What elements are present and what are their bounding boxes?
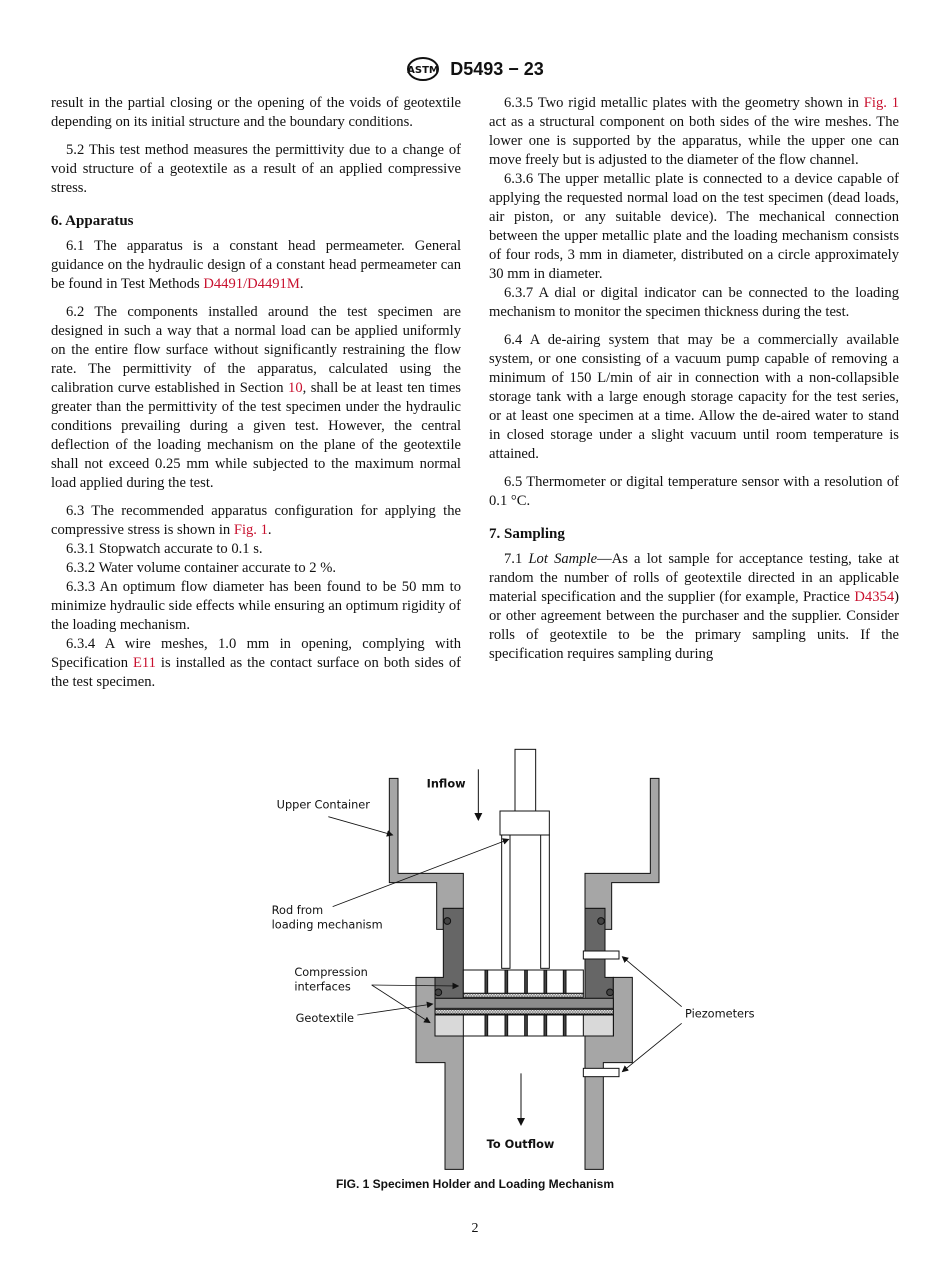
loading-shaft (515, 749, 536, 811)
piezometer-tube (583, 1068, 619, 1076)
label-geotextile: Geotextile (295, 1011, 354, 1025)
link-fig-1[interactable]: Fig. 1 (233, 522, 268, 538)
loading-cap (500, 811, 549, 835)
label-rod-line2: loading mechanism (271, 917, 383, 932)
paragraph-7-1: 7.1 Lot Sample—As a lot sample for acceptance testing, take at random the number of rolls of geotextile directed in an applicable material specification and the supplier (for example, Practice D4354) or other agreement between the purchaser and the supplier. Consider rolls of geotextile to be the primary sampling units. If the specification requires sampling during (489, 551, 900, 662)
section-heading-apparatus: 6. Apparatus (51, 213, 134, 229)
page-number: 2 (471, 1221, 479, 1236)
label-upper-container: Upper Container (276, 797, 370, 812)
label-piezometers: Piezometers (685, 1006, 755, 1021)
label-outflow: To Outflow (486, 1137, 555, 1151)
link-e11[interactable]: E11 (132, 655, 156, 671)
paragraph-6-3-4: 6.3.4 A wire meshes, 1.0 mm in opening, complying with Specification E11 is installed as the contact surface on both sides of the test specimen. (51, 636, 461, 690)
paragraph-6-2: 6.2 The components installed around the test specimen are designed in such a way that a normal load can be applied uniformly on the entire flow surface without significantly restraining the flow rate. The permittivity of the apparatus, calculated using the calibration curve established in Section 10, shall be at least ten times greater than the permittivity of the test specimen under the hydraulic conditions prevailing during a given test. However, the central deflection of the loading mechanism on the plane of the geotextile shall not exceed 0.25 mm while subjected to the maximum normal load applied during the test. (51, 304, 461, 491)
link-d4354[interactable]: D4354 (854, 589, 895, 605)
figure-1-diagram (250, 740, 755, 1190)
paragraph-6-3-1: 6.3.1 Stopwatch accurate to 0.1 s. (66, 541, 263, 557)
paragraph-6-3-7: 6.3.7 A dial or digital indicator can be connected to the loading mechanism to monitor the specimen thickness during the test. (489, 285, 899, 320)
paragraph-6-3-5: 6.3.5 Two rigid metallic plates with the geometry shown in Fig. 1 act as a structural component on both sides of the wire meshes. The lower one is supported by the apparatus, while the upper one can move freely but is adjusted to the diameter of the flow channel. (489, 95, 900, 168)
label-rod-line1: Rod from (271, 903, 324, 917)
paragraph-6-3: 6.3 The recommended apparatus configuration for applying the compressive stress is shown in Fig. 1. (51, 503, 461, 538)
link-d4491[interactable]: D4491/D4491M (203, 276, 300, 292)
section-heading-sampling: 7. Sampling (489, 526, 565, 542)
piezometer-tube (583, 951, 619, 959)
paragraph-6-3-2: 6.3.2 Water volume container accurate to 2 %. (66, 560, 337, 576)
figure-caption: FIG. 1 Specimen Holder and Loading Mechanism (335, 1177, 615, 1191)
label-compression-line2: interfaces (294, 979, 351, 994)
right-column (489, 94, 899, 673)
link-section-10[interactable]: 10 (288, 380, 303, 396)
page-header (0, 56, 950, 82)
upper-plate (435, 998, 613, 1008)
svg-text:ASTM: ASTM (407, 65, 440, 76)
link-fig-1[interactable]: Fig. 1 (863, 95, 900, 111)
rod (541, 835, 550, 968)
paragraph-5-2: 5.2 This test method measures the permittivity due to a change of void structure of a geotextile as a result of an applied compressive stress. (51, 142, 461, 196)
geotextile-strip (435, 1009, 613, 1014)
designation: D5493 − 23 (450, 58, 544, 79)
label-inflow: Inflow (426, 776, 466, 791)
paragraph-6-5: 6.5 Thermometer or digital temperature sensor with a resolution of 0.1 °C. (489, 474, 899, 509)
paragraph-6-4: 6.4 A de-airing system that may be a commercially available system, or one consisting of a vacuum pump capable of removing a minimum of 150 L/min of air in connection with a non-collapsible storage tank with a large enough storage capacity for the test series, or at least one specimen at a time. Allow the de-aired water to stand in closed storage under a slight vacuum until room temperature is attained. (489, 332, 899, 462)
left-column (51, 94, 461, 692)
paragraph-6-1: 6.1 The apparatus is a constant head permeameter. General guidance on the hydraulic design of a constant head permeameter can be found in Test Methods D4491/D4491M. (51, 238, 461, 292)
rod (502, 835, 510, 968)
paragraph-6-3-3: 6.3.3 An optimum flow diameter has been found to be 50 mm to minimize hydraulic side effects while ensuring an optimum rigidity of the loading mechanism. (51, 579, 461, 633)
label-compression-line1: Compression (294, 965, 368, 979)
astm-logo (406, 56, 440, 82)
paragraph-6-3-6: 6.3.6 The upper metallic plate is connected to a device capable of applying the requested normal load on the test specimen (dead loads, air piston, or any suitable device). The mechanical connection between the upper metallic plate and the loading mechanism consists of four rods, 3 mm in diameter, distributed on a circle approximately 30 mm in diameter. (489, 171, 899, 282)
paragraph: result in the partial closing or the opening of the voids of geotextile depending on its initial structure and the boundary conditions. (51, 95, 461, 130)
